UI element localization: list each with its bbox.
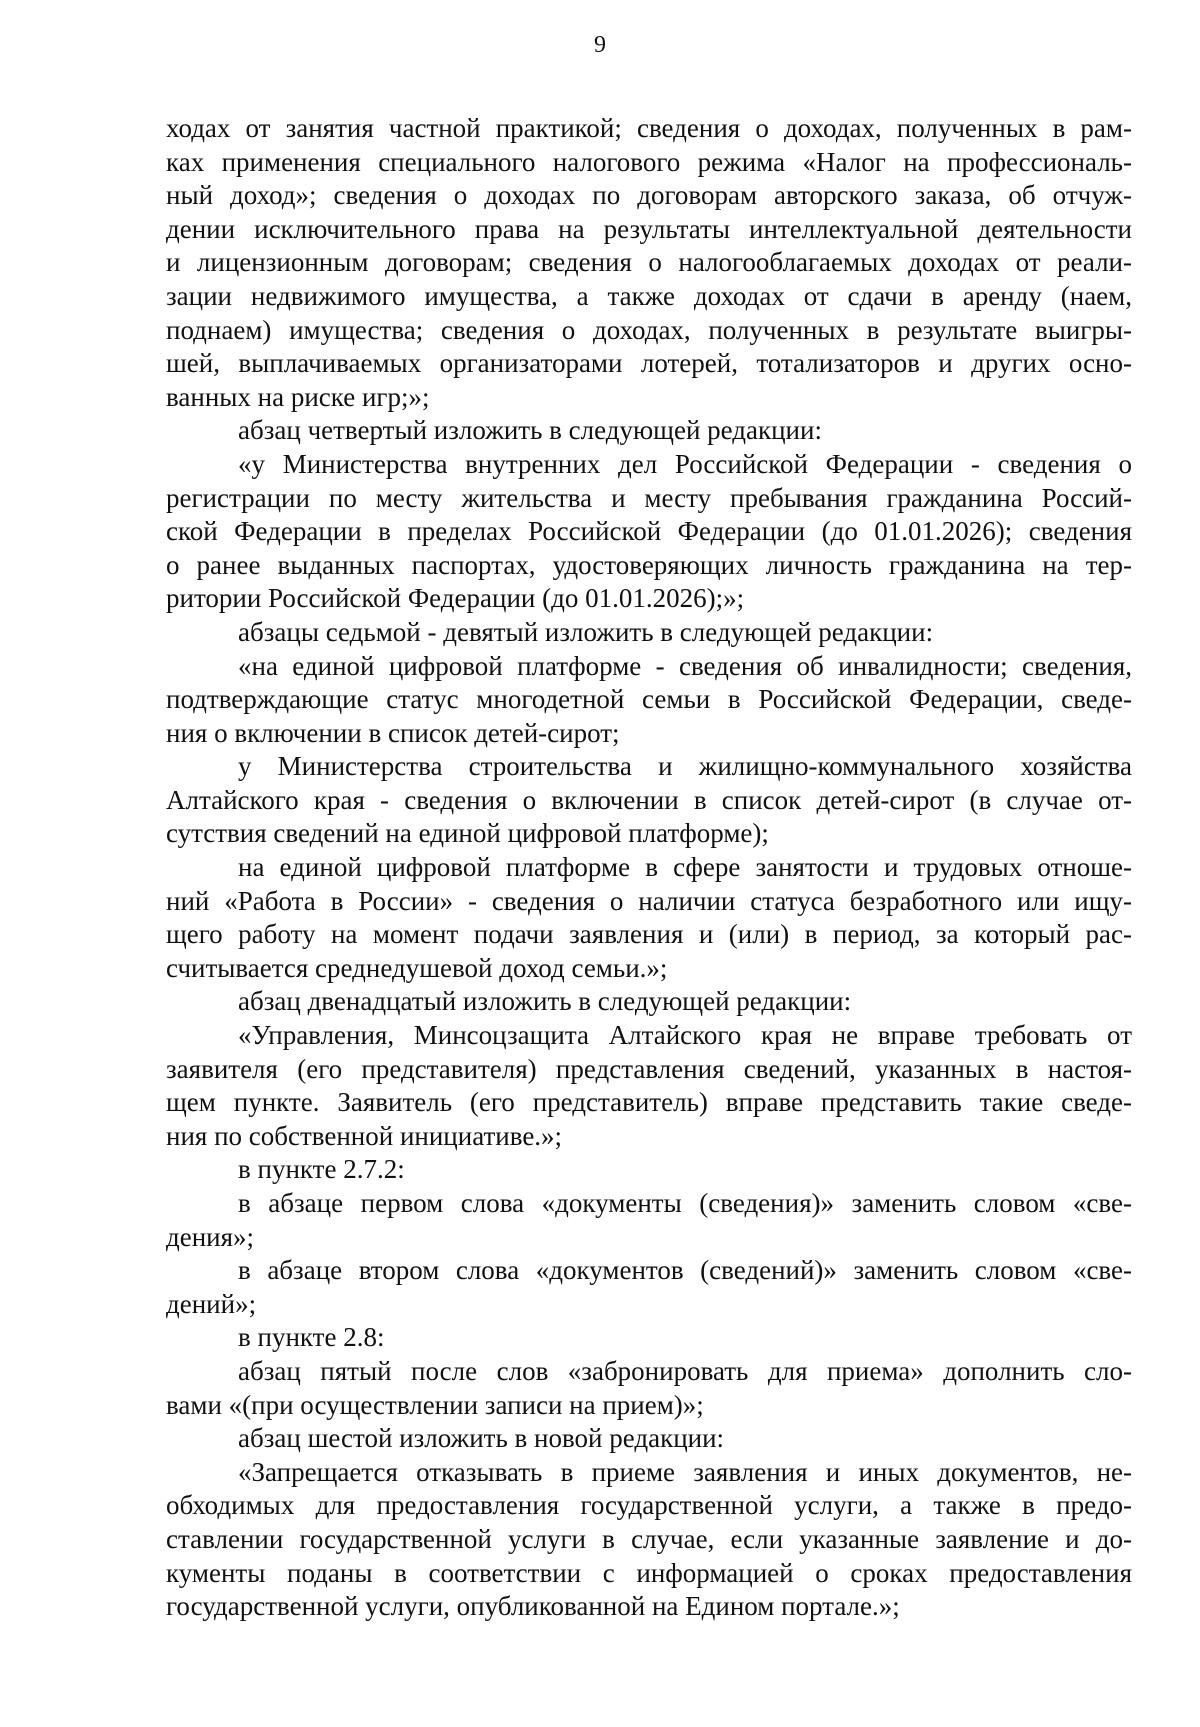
- text-line: абзац пятый после слов «забронировать для приема» дополнить сло-: [238, 1355, 1132, 1386]
- text-line: ставлении государственной услуги в случае, если указанные заявление и до-: [166, 1523, 1132, 1554]
- text-line: щем пункте. Заявитель (его представитель) вправе представить такие сведе-: [166, 1087, 1132, 1118]
- page-number: 9: [594, 32, 606, 58]
- text-line: ках применения специального налогового режима «Налог на профессиональ-: [166, 146, 1132, 177]
- text-line: ный доход»; сведения о доходах по договорам авторского заказа, об отчуж-: [166, 180, 1132, 211]
- text-line: в пункте 2.8:: [238, 1322, 385, 1353]
- text-line: на единой цифровой платформе в сфере занятости и трудовых отноше-: [238, 852, 1132, 883]
- text-line: подтверждающие статус многодетной семьи в Российской Федерации, сведе-: [166, 684, 1132, 715]
- text-line: «Управления, Минсоцзащита Алтайского края не вправе требовать от: [238, 1020, 1132, 1051]
- text-line: ской Федерации в пределах Российской Федерации (до 01.01.2026); сведения: [166, 516, 1132, 547]
- text-line: ходах от занятия частной практикой; сведения о доходах, полученных в рам-: [166, 113, 1132, 143]
- text-line: дения»;: [166, 1221, 255, 1252]
- text-line: ний «Работа в России» - сведения о наличии статуса безработного или ищу-: [166, 885, 1132, 916]
- text-line: регистрации по месту жительства и месту пребывания гражданина Россий-: [166, 482, 1132, 513]
- text-line: ния о включении в список детей-сирот;: [166, 717, 620, 748]
- text-line: в пункте 2.7.2:: [238, 1154, 405, 1185]
- text-line: ния по собственной инициативе.»;: [166, 1120, 563, 1151]
- text-line: сутствия сведений на единой цифровой платформе);: [166, 818, 769, 849]
- text-line: Алтайского края - сведения о включении в список детей-сирот (в случае от-: [166, 784, 1132, 815]
- text-line: «Запрещается отказывать в приеме заявления и иных документов, не-: [238, 1456, 1132, 1487]
- text-line: «на единой цифровой платформе - сведения об инвалидности; сведения,: [238, 650, 1132, 681]
- text-line: обходимых для предоставления государственной услуги, а также в предо-: [166, 1490, 1132, 1521]
- text-line: зации недвижимого имущества, а также доходах от сдачи в аренду (наем,: [166, 280, 1132, 311]
- text-line: государственной услуги, опубликованной на Едином портале.»;: [166, 1591, 900, 1622]
- text-line: кументы поданы в соответствии с информацией о сроках предоставления: [166, 1557, 1132, 1588]
- text-line: дений»;: [166, 1288, 257, 1319]
- text-line: абзац шестой изложить в новой редакции:: [238, 1423, 725, 1454]
- text-line: о ранее выданных паспортах, удостоверяющих личность гражданина на тер-: [166, 549, 1132, 580]
- text-line: ритории Российской Федерации (до 01.01.2026);»;: [166, 583, 745, 614]
- text-line: у Министерства строительства и жилищно-коммунального хозяйства: [238, 751, 1132, 782]
- text-line: «у Министерства внутренних дел Российской Федерации - сведения о: [238, 448, 1132, 479]
- text-line: поднаем) имущества; сведения о доходах, полученных в результате выигры-: [166, 314, 1132, 345]
- text-line: дении исключительного права на результаты интеллектуальной деятельности: [166, 213, 1132, 244]
- text-line: в абзаце первом слова «документы (сведения)» заменить словом «све-: [238, 1188, 1132, 1218]
- text-line: вами «(при осуществлении записи на прием)»;: [166, 1389, 704, 1420]
- text-line: щего работу на момент подачи заявления и (или) в период, за который рас-: [166, 919, 1132, 950]
- text-line: абзацы седьмой - девятый изложить в следующей редакции:: [238, 616, 934, 647]
- text-line: в абзаце втором слова «документов (сведений)» заменить словом «све-: [238, 1255, 1132, 1286]
- text-line: шей, выплачиваемых организаторами лотерей, тотализаторов и других осно-: [166, 348, 1132, 379]
- text-line: считывается среднедушевой доход семьи.»;: [166, 952, 668, 983]
- text-line: абзац четвертый изложить в следующей редакции:: [238, 415, 822, 446]
- document-body: [166, 112, 1132, 1624]
- text-line: ванных на риске игр;»;: [166, 381, 430, 412]
- text-line: заявителя (его представителя) представления сведений, указанных в настоя-: [166, 1053, 1132, 1084]
- text-line: и лицензионным договорам; сведения о налогооблагаемых доходах от реали-: [166, 247, 1132, 278]
- text-line: абзац двенадцатый изложить в следующей редакции:: [238, 986, 852, 1017]
